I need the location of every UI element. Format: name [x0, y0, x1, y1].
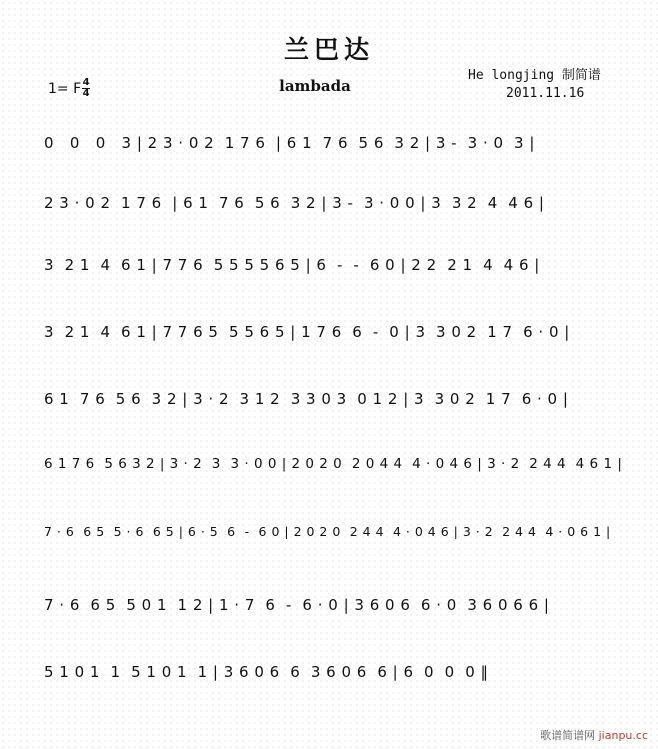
key-signature: [48, 78, 90, 99]
song-title: 兰巴达: [283, 35, 374, 64]
song-subtitle: lambada: [279, 77, 351, 95]
key-label: 1= F: [48, 80, 82, 97]
site-name: 歌谱简谱网: [540, 729, 596, 742]
staff-line-4: 3 2 1 4 6 1 | 7 7 6 5 5 5 6 5 | 1 7 6 6 - 0 | 3 3 0 2 1 7 6 · 0 |: [44, 323, 570, 341]
time-signature: [82, 78, 90, 99]
time-top: 4: [82, 77, 90, 88]
staff-line-1: 0 0 0 3 | 2 3 · 0 2 1 7 6 | 6 1 7 6 5 6 3 2 | 3 - 3 · 0 3 |: [44, 134, 535, 152]
staff-line-6: 6 1 7 6 5 6 3 2 | 3 · 2 3 3 · 0 0 | 2 0 2 0 2 0 4 4 4 · 0 4 6 | 3 · 2 2 4 4 4 6 1 |: [44, 456, 623, 472]
site-watermark: [540, 727, 648, 743]
arrangement-date: 2011.11.16: [506, 86, 585, 101]
staff-line-7: 7 · 6 6 5 5 · 6 6 5 | 6 · 5 6 - 6 0 | 2 0 2 0 2 4 4 4 · 0 4 6 | 3 · 2 2 4 4 4 · 0 6 1 |: [44, 524, 611, 539]
site-url: jianpu.cc: [598, 729, 648, 742]
staff-line-3: 3 2 1 4 6 1 | 7 7 6 5 5 5 5 6 5 | 6 - - 6 0 | 2 2 2 1 4 4 6 |: [44, 256, 540, 274]
staff-line-8: 7 · 6 6 5 5 0 1 1 2 | 1 · 7 6 - 6 · 0 | 3 6 0 6 6 · 0 3 6 0 6 6 |: [44, 596, 550, 614]
staff-line-5: 6 1 7 6 5 6 3 2 | 3 · 2 3 1 2 3 3 0 3 0 1 2 | 3 3 0 2 1 7 6 · 0 |: [44, 390, 569, 408]
arranger-credit: He longjing 制简谱: [468, 68, 601, 83]
staff-line-2: 2 3 · 0 2 1 7 6 | 6 1 7 6 5 6 3 2 | 3 - 3 · 0 0 | 3 3 2 4 4 6 |: [44, 194, 545, 212]
time-bottom: 4: [82, 88, 90, 99]
staff-line-9: 5 1 0 1 1 5 1 0 1 1 | 3 6 0 6 6 3 6 0 6 6 | 6 0 0 0 ‖: [44, 663, 489, 681]
